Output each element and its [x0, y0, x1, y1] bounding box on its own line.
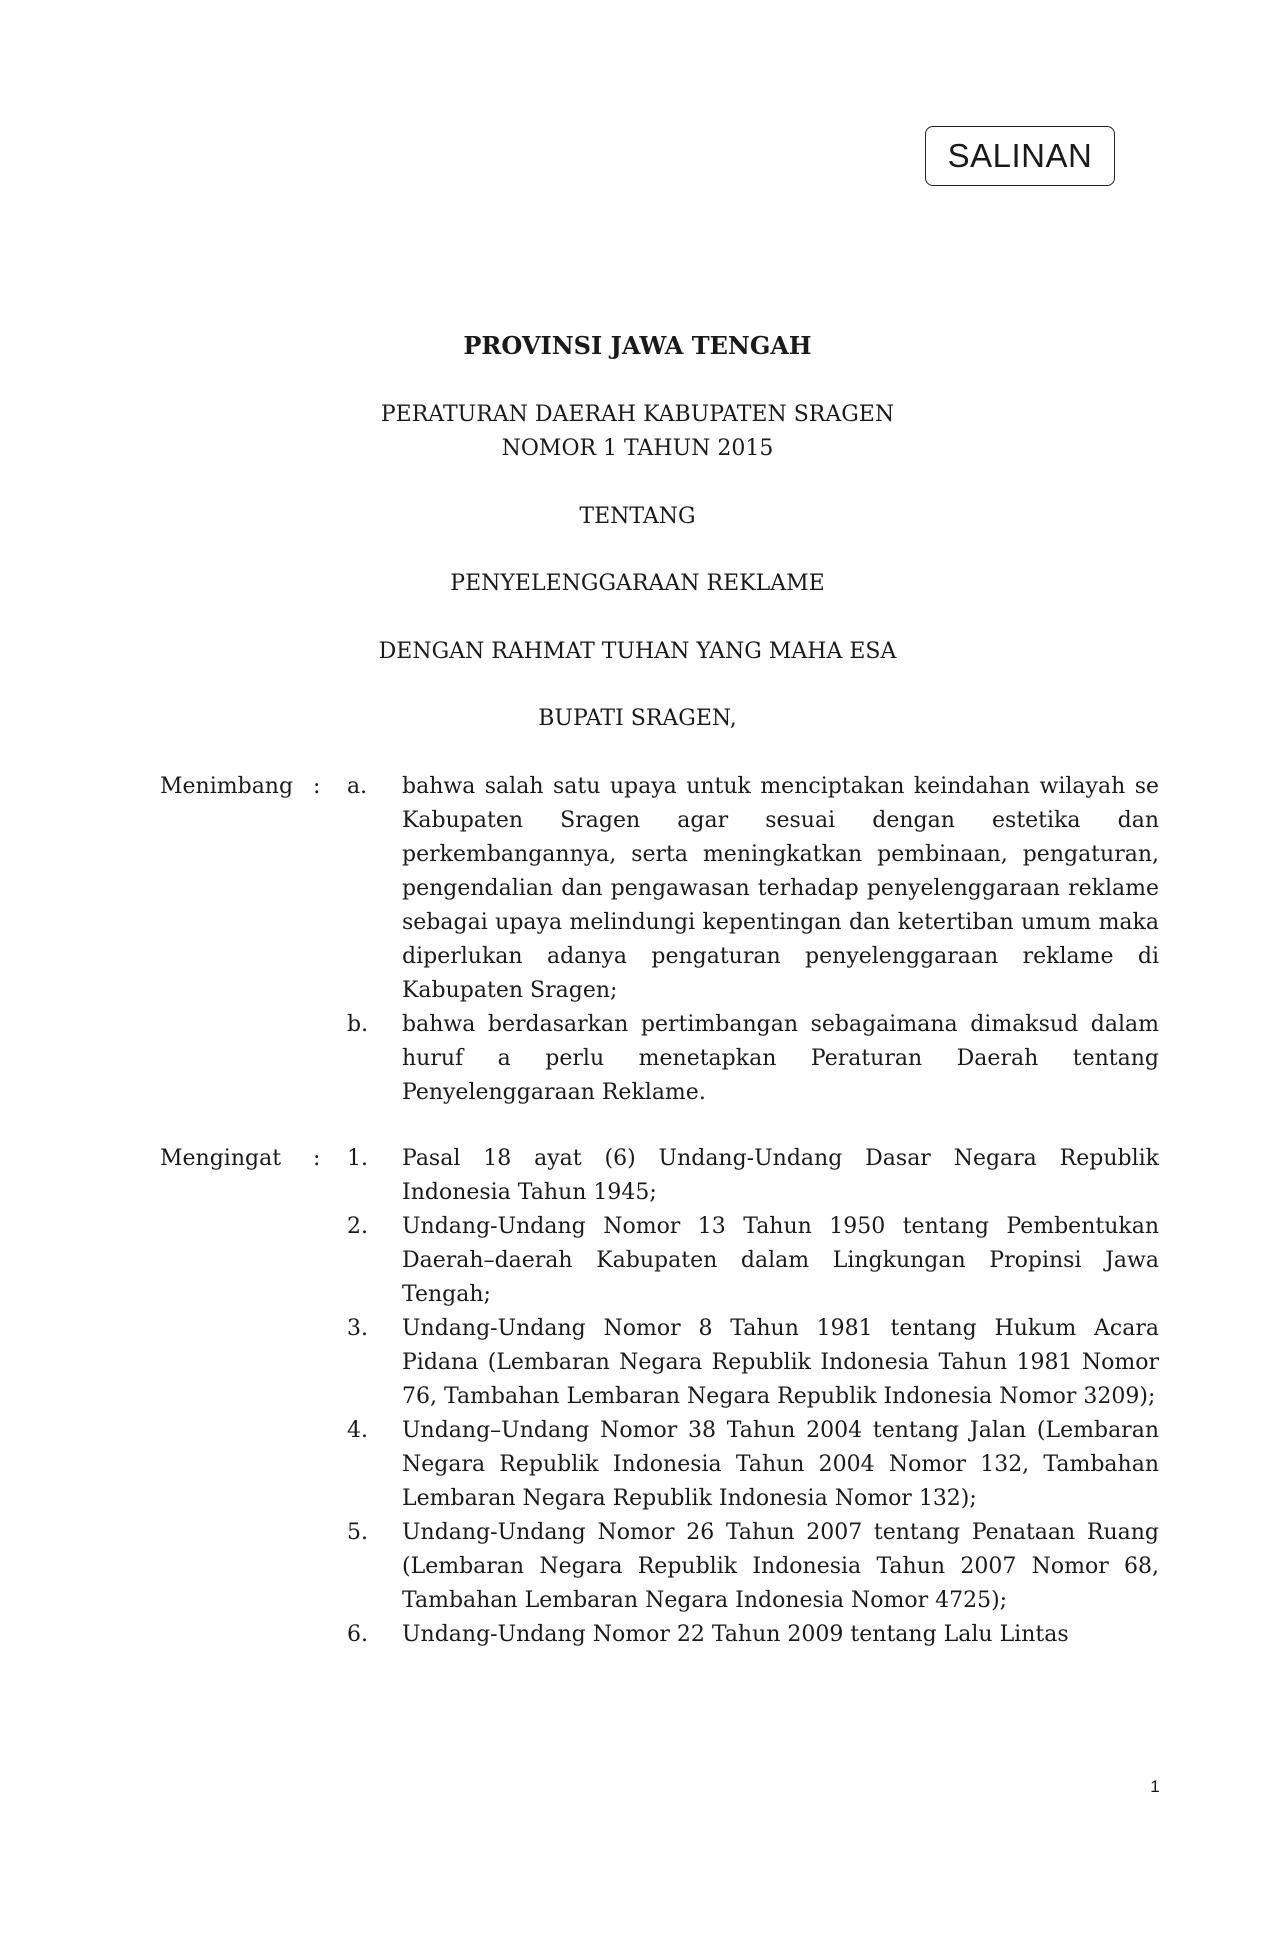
item-text: Pasal 18 ayat (6) Undang-Undang Dasar Negara Republik Indonesia Tahun 1945;: [402, 1146, 1159, 1205]
mengingat-item-2: [0, 1210, 1275, 1312]
page-number: 1: [1150, 1777, 1160, 1796]
menimbang-item-b: [0, 1008, 1275, 1110]
item-marker: 6.: [347, 1622, 368, 1647]
mengingat-item-3: [0, 1312, 1275, 1414]
item-text: Undang-Undang Nomor 22 Tahun 2009 tentang Lalu Lintas: [402, 1622, 1069, 1647]
stamp-label: SALINAN: [947, 137, 1093, 174]
mengingat-item-4: [0, 1414, 1275, 1516]
item-marker: 2.: [347, 1214, 368, 1239]
item-marker: b.: [347, 1012, 369, 1037]
item-marker: 1.: [347, 1146, 368, 1171]
item-text: Undang-Undang Nomor 13 Tahun 1950 tentang Pembentukan Daerah–daerah Kabupaten dalam Lingkungan Propinsi Jawa Tengah;: [402, 1214, 1159, 1307]
mengingat-item-1: [0, 1142, 1275, 1210]
salinan-stamp: [925, 126, 1115, 186]
item-marker: 3.: [347, 1316, 368, 1341]
menimbang-colon: :: [313, 774, 321, 799]
about-heading: TENTANG: [579, 504, 696, 529]
item-marker: a.: [347, 774, 368, 799]
mengingat-item-6: [0, 1618, 1275, 1652]
regulation-subject: PENYELENGGARAAN REKLAME: [450, 571, 825, 596]
province-title: PROVINSI JAWA TENGAH: [463, 331, 812, 360]
menimbang-label: Menimbang: [160, 774, 294, 799]
mengingat-list: [0, 1142, 1275, 1652]
item-marker: 5.: [347, 1520, 368, 1545]
blessing-line: DENGAN RAHMAT TUHAN YANG MAHA ESA: [378, 639, 897, 664]
official-title: BUPATI SRAGEN,: [538, 706, 737, 731]
regulation-title: PERATURAN DAERAH KABUPATEN SRAGEN: [380, 402, 895, 427]
regulation-number: NOMOR 1 TAHUN 2015: [501, 436, 774, 461]
item-text: bahwa berdasarkan pertimbangan sebagaimana dimaksud dalam huruf a perlu menetapkan Peraturan Daerah tentang Penyelenggaraan Reklame.: [402, 1012, 1159, 1105]
item-text: Undang–Undang Nomor 38 Tahun 2004 tentang Jalan (Lembaran Negara Republik Indonesia Tahun 2004 Nomor 132, Tambahan Lembaran Negara Republik Indonesia Nomor 132);: [402, 1418, 1159, 1511]
item-text: bahwa salah satu upaya untuk menciptakan keindahan wilayah se Kabupaten Sragen agar sesuai dengan estetika dan perkembangannya, serta meningkatkan pembinaan, pengaturan, pengendalian dan pengawasan terhadap penyelenggaraan reklame sebagai upaya melindungi kepentingan dan ketertiban umum maka diperlukan adanya pengaturan penyelenggaraan reklame di Kabupaten Sragen;: [402, 774, 1159, 1003]
menimbang-list: [0, 770, 1275, 1110]
item-marker: 4.: [347, 1418, 368, 1443]
item-text: Undang-Undang Nomor 8 Tahun 1981 tentang Hukum Acara Pidana (Lembaran Negara Republik Indonesia Tahun 1981 Nomor 76, Tambahan Lembaran Negara Republik Indonesia Nomor 3209);: [402, 1316, 1159, 1409]
item-text: Undang-Undang Nomor 26 Tahun 2007 tentang Penataan Ruang (Lembaran Negara Republik Indonesia Tahun 2007 Nomor 68, Tambahan Lembaran Negara Indonesia Nomor 4725);: [402, 1520, 1159, 1613]
mengingat-item-5: [0, 1516, 1275, 1618]
mengingat-colon: :: [313, 1146, 321, 1171]
menimbang-item-a: [0, 770, 1275, 1008]
mengingat-label: Mengingat: [160, 1146, 282, 1171]
